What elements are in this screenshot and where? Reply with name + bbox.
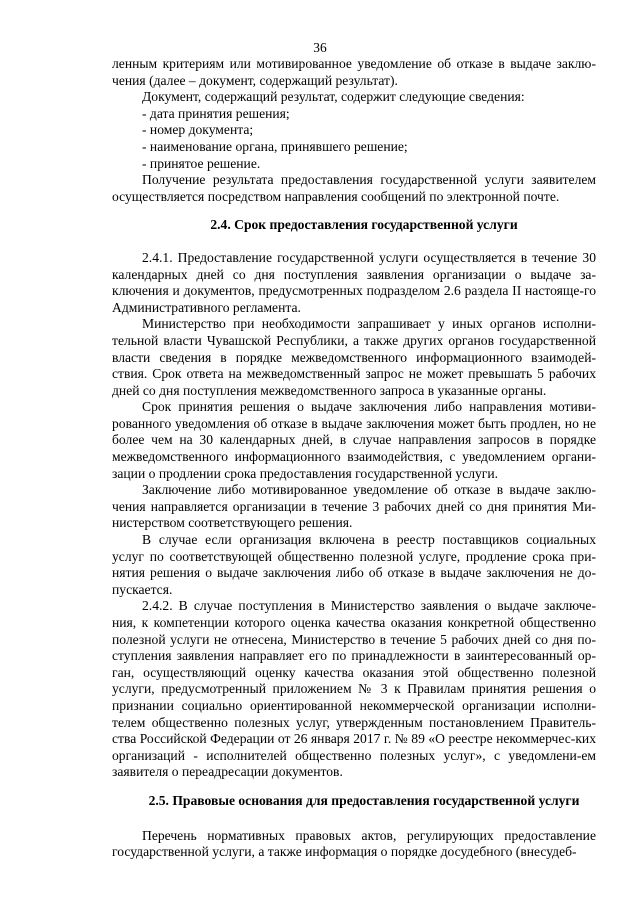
paragraph: Документ, содержащий результат, содержит следующие сведения: [142,89,525,105]
list-item: - дата принятия решения; [142,105,290,121]
paragraph: 2.4.2. В случае поступления в Министерство заявления о выдаче заключе-ния, к компетенции которого оценка качества оказания конкретной общественно полезной услуги не отнесена, Министерство в течение 5 рабочих дней со дня по-ступления заявления направляет его по принадлежности в заинтересованный ор-ган, осуществляющий оценку качества оказания этой общественно полезной услуги, предусмотренный приложением № 3 к Правилам принятия решения о признании социально ориентированной некоммерческой организации исполни-телем общественно полезных услуг, утвержденным постановлением Правитель-ства Российской Федерации от 26 января 2017 г. № 89 «О реестре некоммерчес-ких организаций - исполнителей общественно полезных услуг», с уведомлени-ем заявителя о переадресации документов. [112,598,596,780]
paragraph: ленным критериям или мотивированное уведомление об отказе в выдаче заклю-чения (далее – документ, содержащий результат). [112,56,596,88]
section-heading: 2.4. Срок предоставления государственной услуги [210,217,518,233]
document-body [112,56,596,861]
paragraph: В случае если организация включена в реестр поставщиков социальных услуг по соответствующей общественно полезной услуге, продление срока при-нятия решения о выдаче заключения либо об отказе в выдаче заключения не до-пускается. [112,532,596,597]
paragraph: 2.4.1. Предоставление государственной услуги осуществляется в течение 30 календарных дней со дня поступления заявления организации о выдаче за-ключения и документов, предусмотренных подразделом 2.6 раздела II настояще-го Административного регламента. [112,249,596,315]
list-item: - номер документа; [142,122,254,138]
paragraph: Заключение либо мотивированное уведомление об отказе в выдаче заклю-чения направляется организации в течение 3 рабочих дней со дня принятия Ми-нистерством соответствующего решения. [112,482,596,531]
list-item: - принятое решение. [142,155,261,171]
paragraph: Получение результата предоставления государственной услуги заявителем осуществляется посредством направления сообщений по электронной почте. [112,172,596,204]
list-item: - наименование органа, принявшего решение; [142,138,408,154]
page-number: 36 [313,40,327,55]
paragraph: Перечень нормативных правовых актов, регулирующих предоставление государственной услуги, а также информация о порядке досудебного (внесудеб- [112,827,596,860]
paragraph: Министерство при необходимости запрашивает у иных органов исполни-тельной власти Чувашской Республики, а также других органов государственной власти сведения в порядке межведомственного информационного взаимодей-ствия. Срок ответа на межведомственный запрос не может превышать 5 рабочих дней со дня поступления межведомственного запроса в указанные органы. [112,316,596,398]
section-heading: 2.5. Правовые основания для предоставления государственной услуги [148,792,580,808]
paragraph: Срок принятия решения о выдаче заключения либо направления мотиви-рованного уведомления об отказе в выдаче заключения может быть продлен, но не более чем на 30 календарных дней, в случае направления запросов в порядке межведомственного информационного взаимодействия, с уведомлением органи-зации о продлении срока предоставления государственной услуги. [112,399,596,481]
